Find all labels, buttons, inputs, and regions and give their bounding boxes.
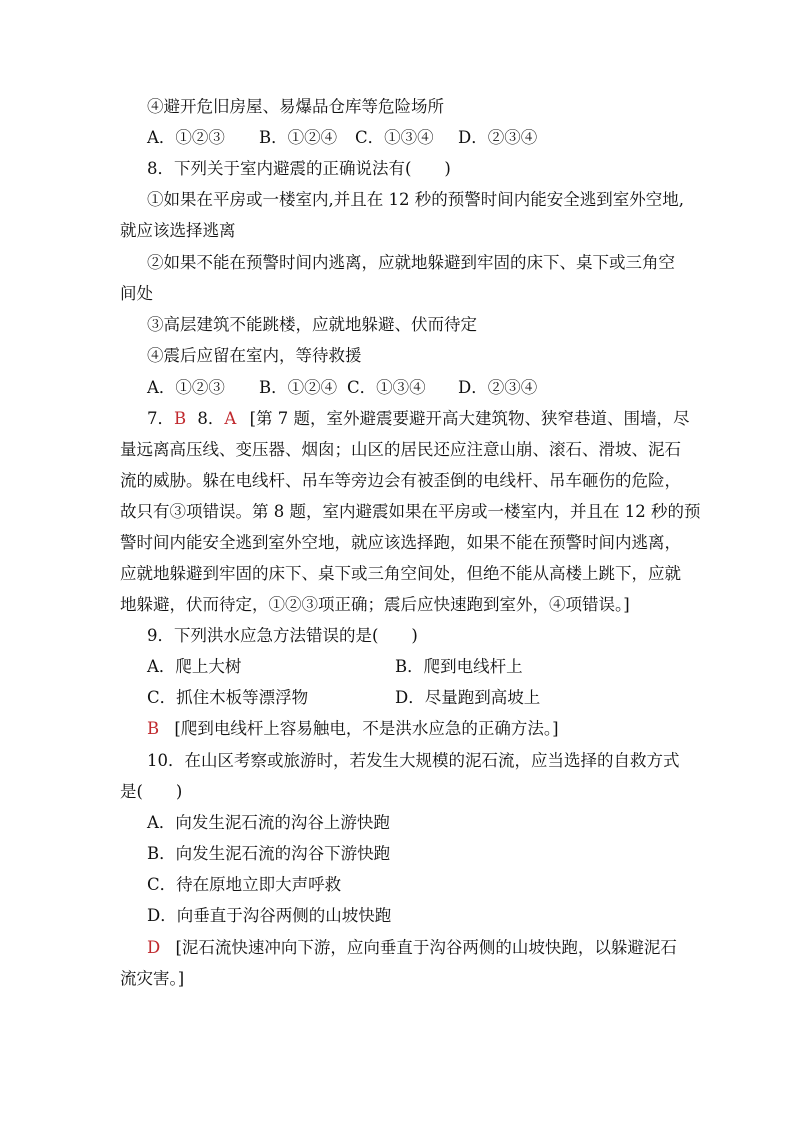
q10-stem-line-1: 10．在山区考察或旅游时，若发生大规模的泥石流，应当选择的自救方式	[147, 751, 680, 770]
q8-option-c: C．①③④	[347, 378, 426, 397]
q10-answer-letter: D	[147, 938, 161, 957]
answer-7-8-explanation-line-7: 地躲避，伏而待定，①②③项正确；震后应快速跑到室外，④项错误。]	[120, 595, 630, 614]
q9-option-c: C．抓住木板等漂浮物	[147, 688, 309, 707]
q9-option-b: B．爬到电线杆上	[395, 657, 523, 676]
q10-stem-line-2: 是( )	[120, 782, 183, 801]
q7-option-d: D．②③④	[458, 128, 538, 147]
q9-answer-letter: B	[147, 719, 160, 738]
q8-answer-letter: A	[224, 409, 237, 428]
q8-item-4: ④震后应留在室内，等待救援	[147, 346, 362, 365]
q10-option-c: C．待在原地立即大声呼救	[147, 875, 342, 894]
q7-item-4: ④避开危旧房屋、易爆品仓库等危险场所	[147, 97, 444, 116]
q9-stem: 9．下列洪水应急方法错误的是( )	[147, 626, 418, 645]
q8-item-1-line-2: 就应该选择逃离	[120, 221, 236, 240]
q7-option-a: A．①②③	[147, 128, 225, 147]
answer-7-8-explanation-line-6: 应就地躲避到牢固的床下、桌下或三角空间处，但绝不能从高楼上跳下，应就	[120, 564, 681, 583]
q10-explanation-line-2: 流灾害。]	[120, 969, 185, 988]
q8-option-a: A．①②③	[147, 378, 225, 397]
q8-item-3: ③高层建筑不能跳楼，应就地躲避、伏而待定	[147, 315, 477, 334]
answer-7-8-explanation-line-5: 警时间内能安全逃到室外空地，就应该选择跑，如果不能在预警时间内逃离，	[120, 533, 681, 552]
answer-7-8-explanation-line-3: 流的威胁。躲在电线杆、吊车等旁边会有被歪倒的电线杆、吊车砸伤的危险，	[120, 471, 681, 490]
q8-stem: 8．下列关于室内避震的正确说法有( )	[147, 159, 451, 178]
q10-option-a: A．向发生泥石流的沟谷上游快跑	[147, 813, 390, 832]
q9-explanation: [爬到电线杆上容易触电，不是洪水应急的正确方法。]	[174, 719, 559, 738]
q8-item-2-line-2: 间处	[120, 284, 153, 303]
q9-option-a: A．爬上大树	[147, 657, 242, 676]
q8-item-1-line-1: ①如果在平房或一楼室内,并且在 12 秒的预警时间内能安全逃到室外空地,	[147, 190, 684, 209]
q8-option-b: B．①②④	[259, 378, 338, 397]
q10-answer	[147, 936, 677, 960]
q8-option-d: D．②③④	[458, 378, 538, 397]
q9-option-d: D．尽量跑到高坡上	[395, 688, 541, 707]
q9-answer	[147, 717, 559, 741]
q10-option-d: D．向垂直于沟谷两侧的山坡快跑	[147, 906, 392, 925]
answer-7-8-explanation-line-4: 故只有③项错误。第 8 题，室内避震如果在平房或一楼室内，并且在 12 秒的预	[120, 502, 701, 521]
q8-answer-number: 8．	[197, 409, 225, 428]
answer-7-8-explanation-line-1: [第 7 题，室外避震要避开高大建筑物、狭窄巷道、围墙，尽	[249, 409, 690, 428]
q7-option-c: C．①③④	[355, 128, 434, 147]
answer-7-8-explanation-line-2: 量远离高压线、变压器、烟囱；山区的居民还应注意山崩、滚石、滑坡、泥石	[120, 440, 681, 459]
q7-answer-number: 7．	[147, 409, 174, 428]
q10-explanation-line-1: [泥石流快速冲向下游，应向垂直于沟谷两侧的山坡快跑，以躲避泥石	[175, 938, 677, 957]
q10-option-b: B．向发生泥石流的沟谷下游快跑	[147, 844, 391, 863]
q7-answer-letter: B	[174, 409, 187, 428]
q8-item-2-line-1: ②如果不能在预警时间内逃离，应就地躲避到牢固的床下、桌下或三角空	[147, 253, 675, 272]
q7-option-b: B．①②④	[259, 128, 338, 147]
answer-7-8-line-1	[147, 407, 690, 431]
